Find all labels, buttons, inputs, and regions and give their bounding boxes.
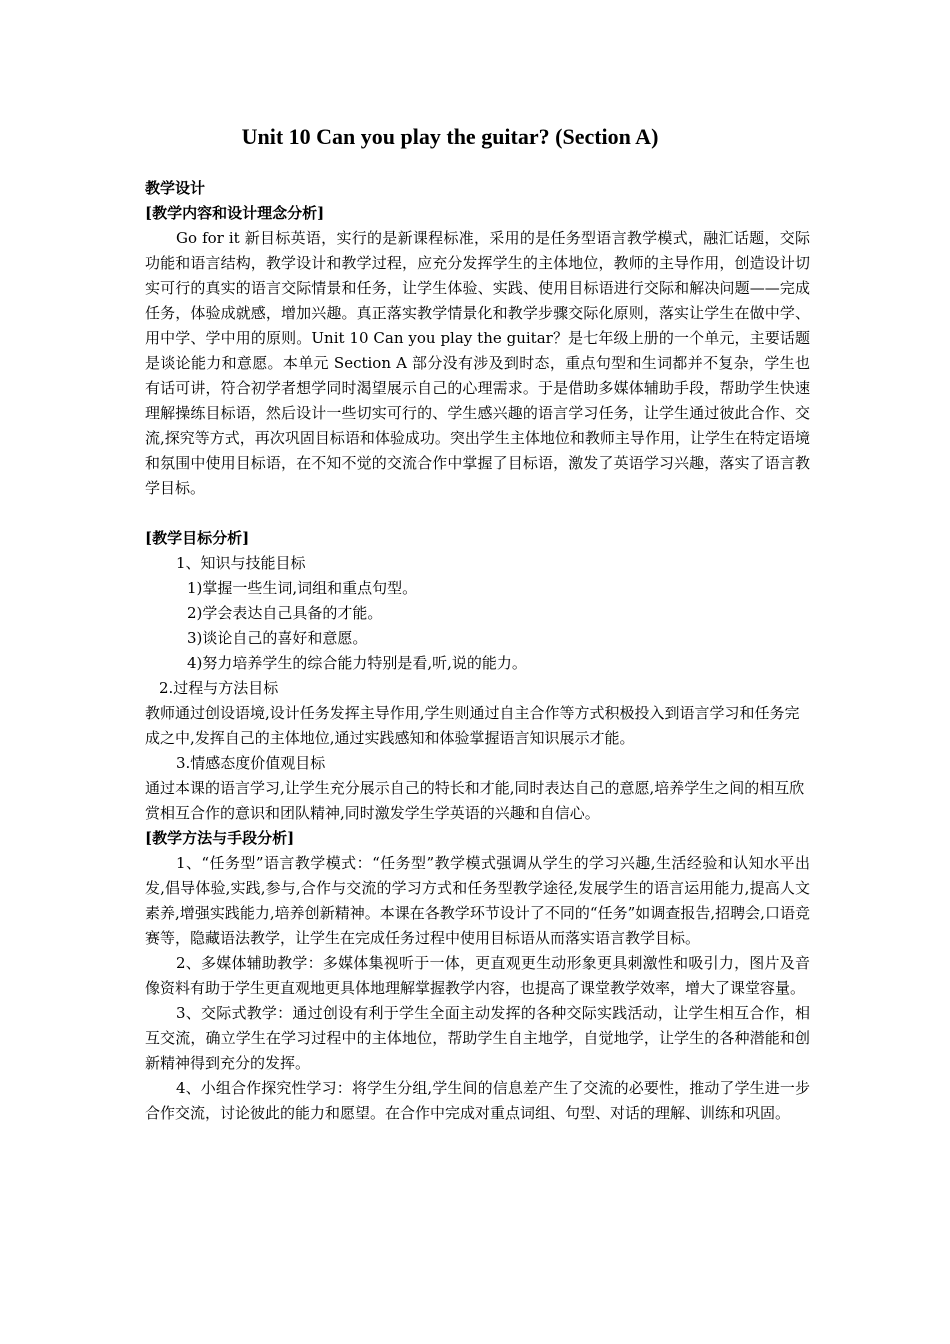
- goal-1-item: 4)努力培养学生的综合能力特别是看,听,说的能力。: [187, 654, 527, 672]
- goal-1-item: 3)谈论自己的喜好和意愿。: [187, 629, 368, 647]
- section-heading-content-analysis: [教学内容和设计理念分析]: [145, 204, 325, 222]
- goal-3-title: 3.情感态度价值观目标: [176, 754, 326, 772]
- method-paragraph: 1、“任务型”语言教学模式：“任务型”教学模式强调从学生的学习兴趣,生活经验和认知水平出发,倡导体验,实践,参与,合作与交流的学习方式和任务型教学途径,发展学生的语言运用能力,提高人文素养,增强实践能力,培养创新精神。本课在各教学环节设计了不同的“任务”如调查报告,招聘会,口语竞赛等，隐藏语法教学，让学生在完成任务过程中使用目标语从而落实语言教学目标。: [145, 854, 810, 947]
- method-paragraph: 4、小组合作探究性学习：将学生分组,学生间的信息差产生了交流的必要性，推动了学生进一步合作交流，讨论彼此的能力和愿望。在合作中完成对重点词组、句型、对话的理解、训练和巩固。: [145, 1079, 810, 1122]
- goal-3-text: 通过本课的语言学习,让学生充分展示自己的特长和才能,同时表达自己的意愿,培养学生之间的相互欣赏相互合作的意识和团队精神,同时激发学生学英语的兴趣和自信心。: [145, 779, 805, 822]
- document-body: [145, 176, 810, 1126]
- goal-1-title: 1、知识与技能目标: [176, 554, 306, 572]
- spacer: [145, 501, 810, 526]
- main-heading: 教学设计: [145, 179, 206, 197]
- method-paragraph: 2、多媒体辅助教学：多媒体集视听于一体，更直观更生动形象更具刺激性和吸引力，图片及音像资料有助于学生更直观地更具体地理解掌握教学内容，也提高了课堂教学效率，增大了课堂容量。: [145, 954, 810, 997]
- method-paragraph: 3、交际式教学：通过创设有利于学生全面主动发挥的各种交际实践活动，让学生相互合作，相互交流，确立学生在学习过程中的主体地位，帮助学生自主地学，自觉地学，让学生的各种潜能和创新精神得到充分的发挥。: [145, 1004, 810, 1072]
- section-heading-objectives: [教学目标分析]: [145, 529, 250, 547]
- section-heading-methods: [教学方法与手段分析]: [145, 829, 295, 847]
- document-title: Unit 10 Can you play the guitar? (Section A): [241, 124, 659, 149]
- goal-1-item: 2)学会表达自己具备的才能。: [187, 604, 383, 622]
- goal-2-title: 2.过程与方法目标: [159, 679, 279, 697]
- goal-2-text: 教师通过创设语境,设计任务发挥主导作用,学生则通过自主合作等方式积极投入到语言学习和任务完成之中,发挥自己的主体地位,通过实践感知和体验掌握语言知识展示才能。: [145, 704, 800, 747]
- goal-1-item: 1)掌握一些生词,词组和重点句型。: [187, 579, 418, 597]
- content-analysis-paragraph: Go for it 新目标英语，实行的是新课程标准，采用的是任务型语言教学模式，融汇话题，交际功能和语言结构，教学设计和教学过程，应充分发挥学生的主体地位，教师的主导作用，创造设计切实可行的真实的语言交际情景和任务，让学生体验、实践、使用目标语进行交际和解决问题——完成任务，体验成就感，增加兴趣。真正落实教学情景化和教学步骤交际化原则，落实让学生在做中学、用中学、学中用的原则。Unit 10 Can you play the guitar？是七年级上册的一个单元，主要话题是谈论能力和意愿。本单元 Section A 部分没有涉及到时态，重点句型和生词都并不复杂，学生也有话可讲，符合初学者想学同时渴望展示自己的心理需求。于是借助多媒体辅助手段，帮助学生快速理解操练目标语，然后设计一些切实可行的、学生感兴趣的语言学习任务，让学生通过彼此合作、交流,探究等方式，再次巩固目标语和体验成功。突出学生主体地位和教师主导作用，让学生在特定语境和氛围中使用目标语，在不知不觉的交流合作中掌握了目标语，激发了英语学习兴趣，落实了语言教学目标。: [145, 229, 810, 497]
